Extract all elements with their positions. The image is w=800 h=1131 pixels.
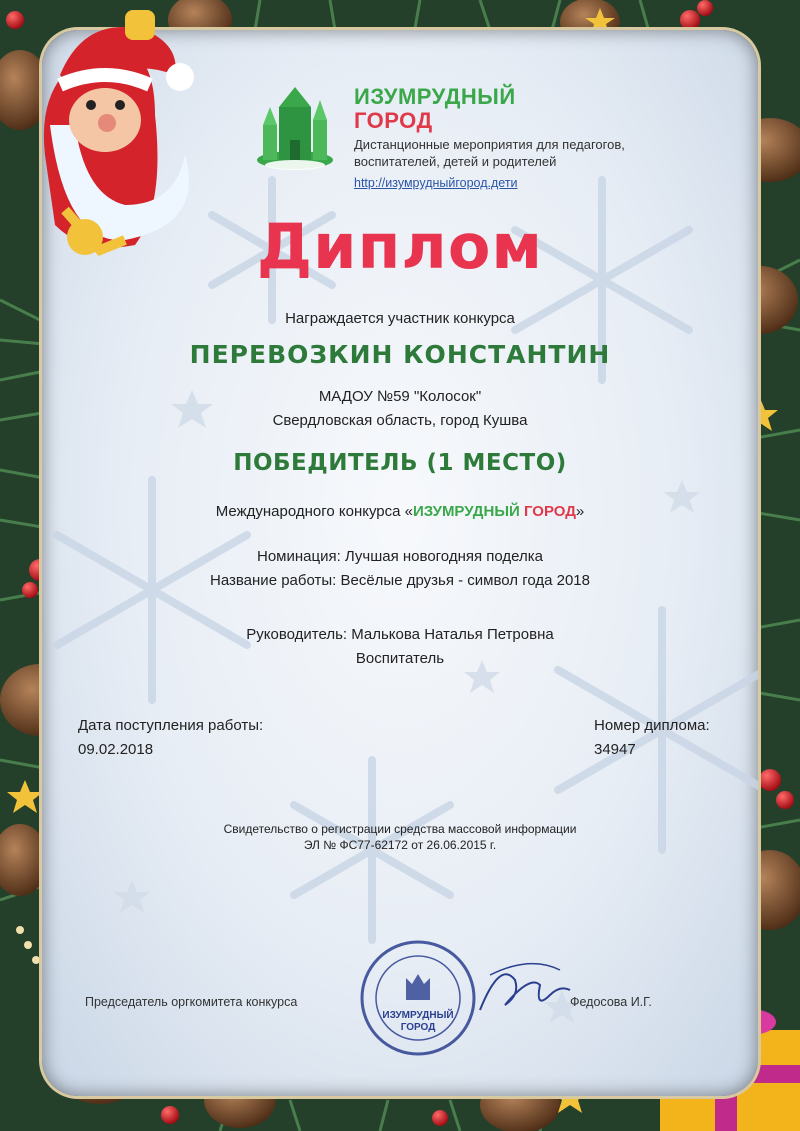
stamp-line1: ИЗУМРУДНЫЙ bbox=[382, 1010, 454, 1021]
work-title: Название работы: Весёлые друзья - символ года 2018 bbox=[210, 572, 590, 589]
registration-line2: ЭЛ № ФС77-62172 от 26.06.2015 г. bbox=[303, 838, 497, 852]
contest-suffix: » bbox=[575, 503, 585, 520]
official-stamp bbox=[358, 938, 478, 1058]
awarded-text: Награждается участник конкурса bbox=[285, 310, 515, 327]
location: Свердловская область, город Кушва bbox=[272, 412, 528, 429]
contest-name-red: ГОРОД bbox=[523, 503, 576, 520]
emerald-city-logo-icon bbox=[255, 85, 335, 170]
diploma-number-value: 34947 bbox=[594, 741, 636, 758]
stamp-line2: ГОРОД bbox=[400, 1022, 436, 1033]
nomination: Номинация: Лучшая новогодняя поделка bbox=[256, 548, 543, 565]
supervisor-role: Воспитатель bbox=[355, 650, 445, 667]
logo-name-line2-text: ГОРОД bbox=[354, 108, 433, 133]
diploma-title: Диплом bbox=[256, 210, 544, 283]
logo-tagline-line1: Дистанционные мероприятия для педагогов, bbox=[354, 137, 625, 152]
signature-mark bbox=[470, 955, 580, 1025]
date-value: 09.02.2018 bbox=[78, 741, 154, 758]
contest-prefix: Международного конкурса « bbox=[215, 503, 413, 520]
logo-name-line1: ИЗУМРУДНЫЙ bbox=[354, 84, 516, 109]
participant-name: ПЕРЕВОЗКИН КОНСТАНТИН bbox=[189, 340, 611, 369]
chairman-name: Федосова И.Г. bbox=[570, 995, 652, 1009]
logo-name-line2 bbox=[354, 110, 433, 132]
diploma-number-label: Номер диплома: bbox=[594, 717, 710, 734]
chairman-label: Председатель оргкомитета конкурса bbox=[85, 995, 298, 1009]
date-label: Дата поступления работы: bbox=[78, 717, 264, 734]
registration-line1: Свидетельство о регистрации средства массовой информации bbox=[223, 822, 577, 836]
institution: МАДОУ №59 "Колосок" bbox=[318, 388, 482, 405]
logo-tagline-line2: воспитателей, детей и родителей bbox=[354, 154, 557, 169]
supervisor: Руководитель: Малькова Наталья Петровна bbox=[246, 626, 554, 643]
contest-name-green: ИЗУМРУДНЫЙ bbox=[413, 503, 520, 520]
award-place: ПОБЕДИТЕЛЬ (1 МЕСТО) bbox=[233, 450, 567, 476]
logo-website-link[interactable]: http://изумрудныйгород.дети bbox=[354, 176, 518, 190]
contest-line bbox=[0, 503, 800, 520]
